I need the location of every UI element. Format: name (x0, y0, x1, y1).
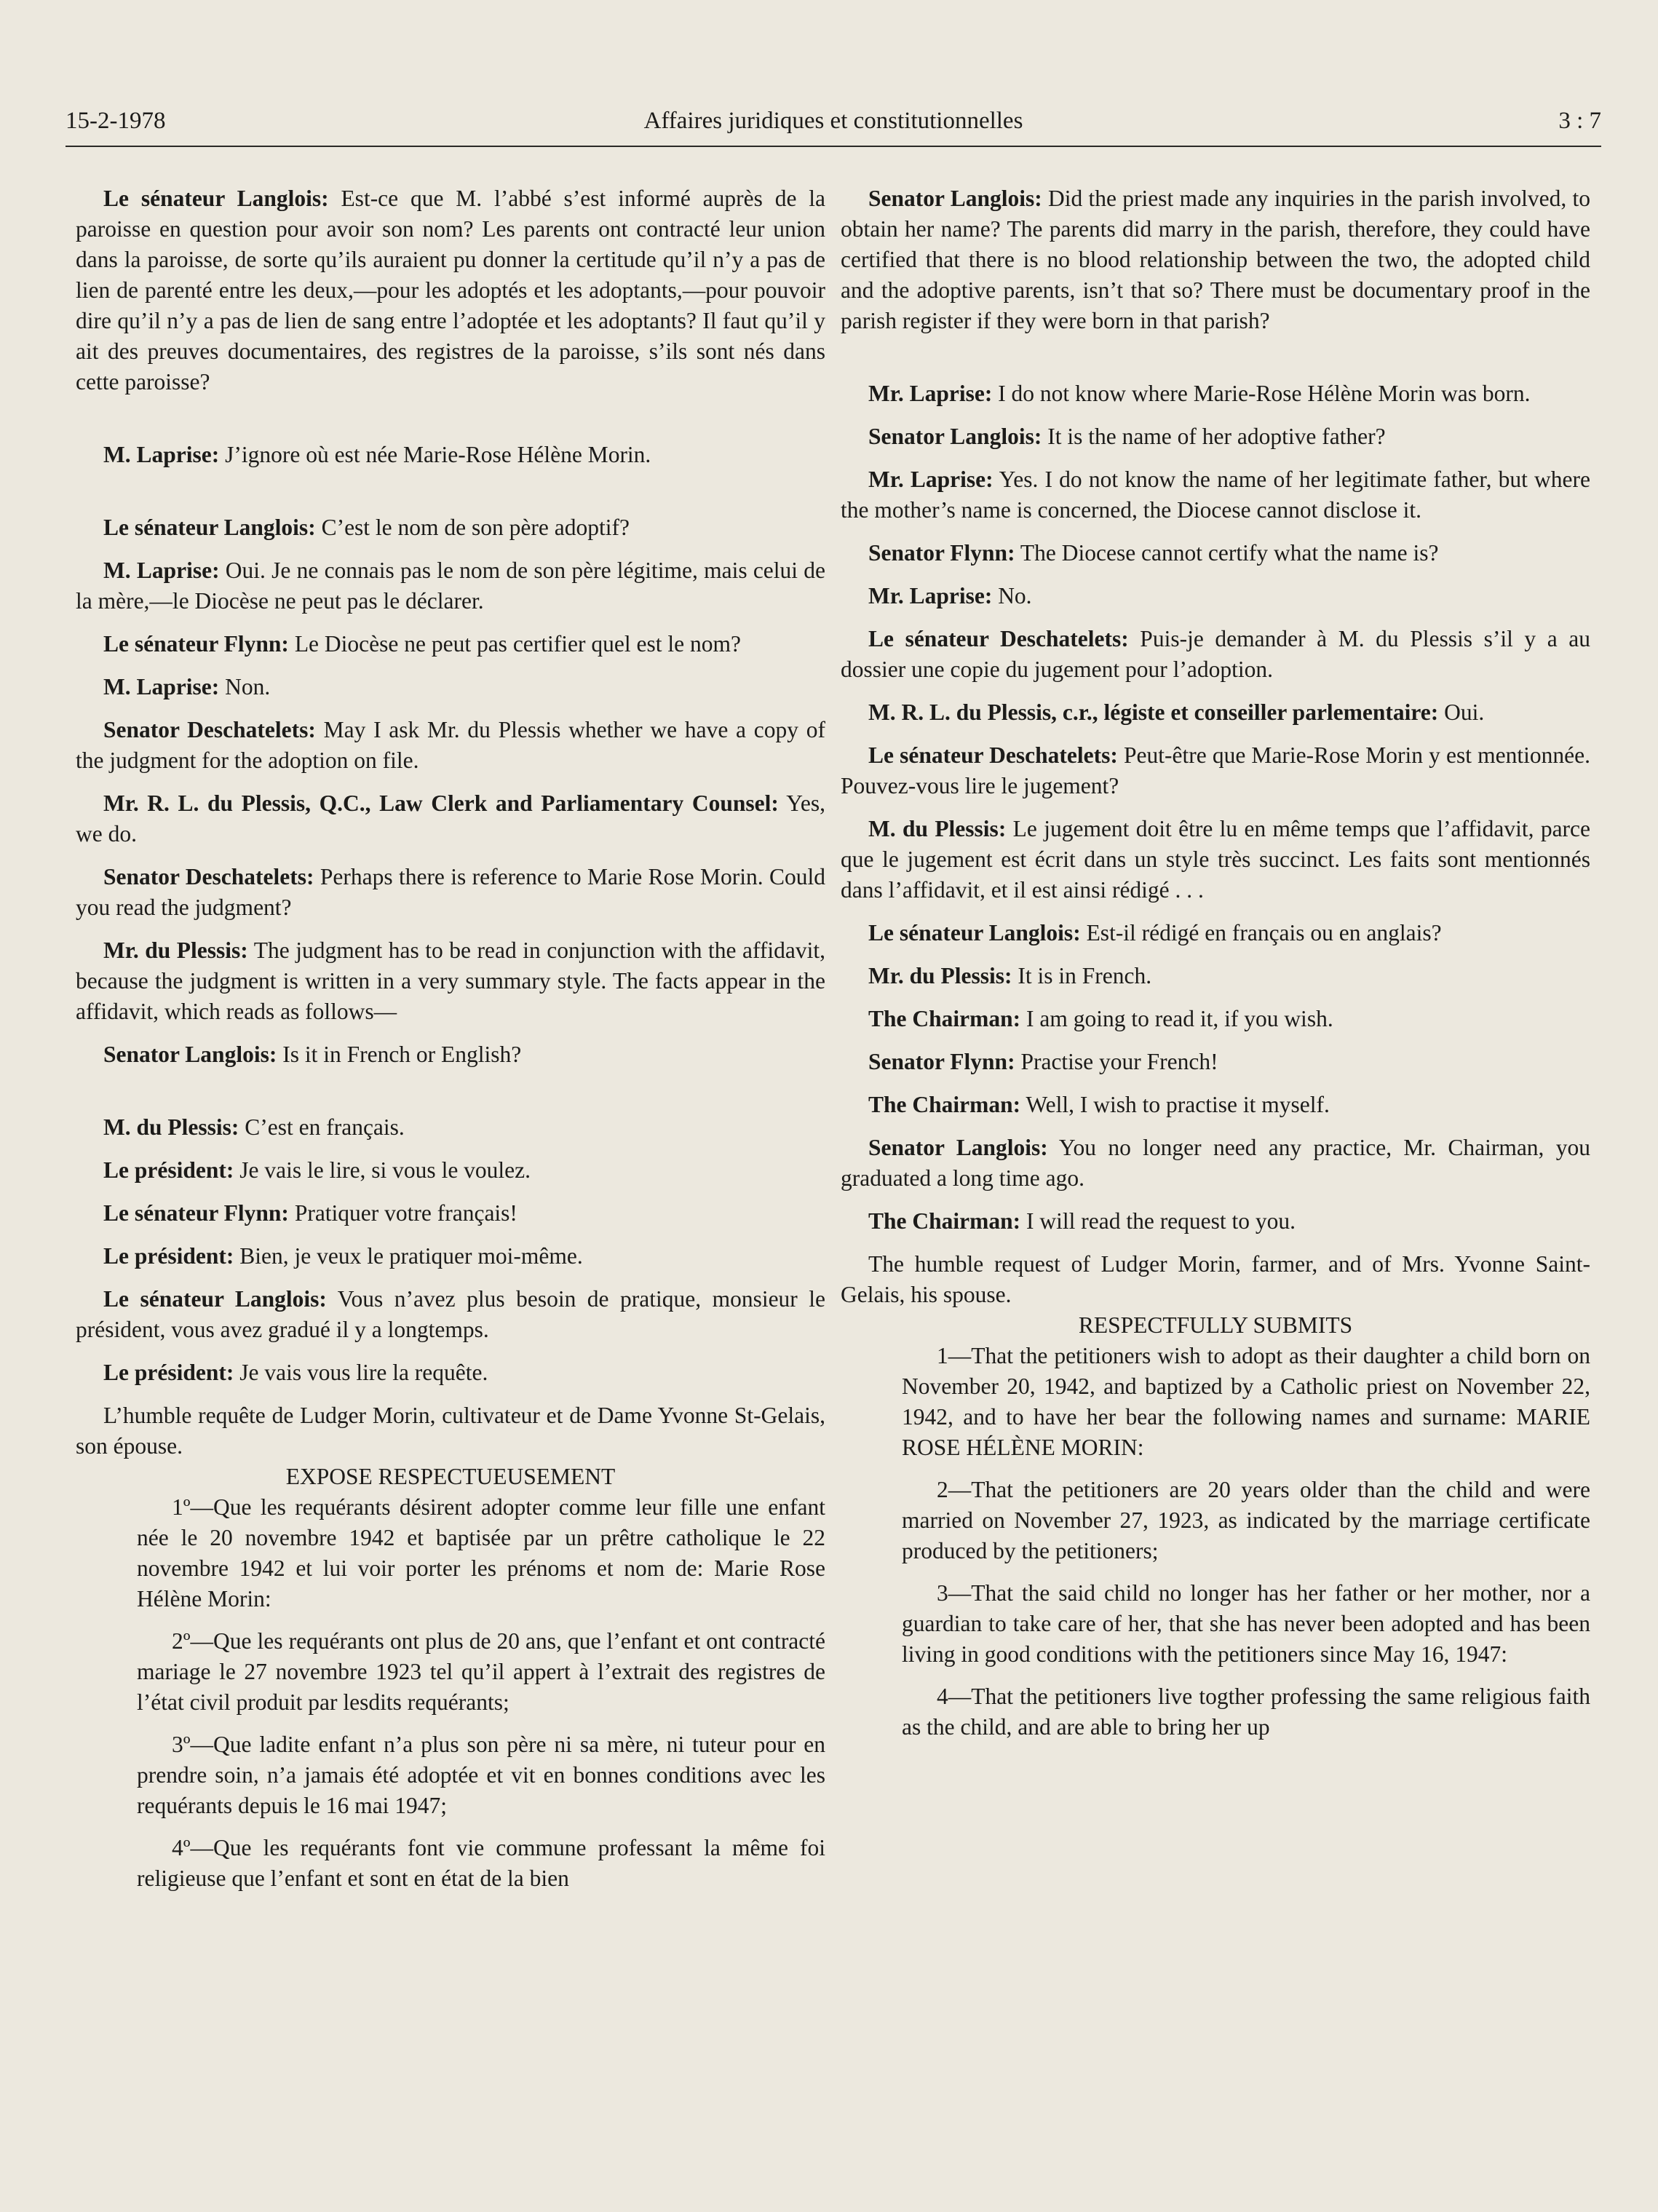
petition-item: 2º—Que les requérants ont plus de 20 ans, que l’enfant et ont contracté mariage le 27 novembre 1923 tel qu’il appert à l’extrait des registres de l’état civil produit par lesdits requérants; (137, 1628, 825, 1715)
speech-paragraph (841, 581, 1590, 611)
speech-text: Did the priest made any inquiries in the parish involved, to obtain her name? The parents did marry in the parish, therefore, they could have certified that there is no blood relationship between the two, the adopted child and the adoptive parents, isn’t that so? There must be documentary proof in the parish register if they were born in that parish? (841, 186, 1590, 333)
speech-text: Perhaps there is reference to Marie Rose Morin. Could you read the judgment? (76, 864, 826, 920)
speech-paragraph (76, 788, 825, 849)
speech-paragraph (76, 672, 825, 702)
petition-item: 1º—Que les requérants désirent adopter comme leur fille une enfant née le 20 novembre 1942 et baptisée par un prêtre catholique le 22 novembre 1942 et lui voir porter les prénoms et nom de: Marie Rose Hélène Morin: (137, 1494, 825, 1612)
speech-paragraph (841, 1206, 1590, 1237)
speech-paragraph (76, 935, 825, 1027)
speaker: M. R. L. du Plessis, c.r., légiste et conseiller parlementaire: (868, 699, 1439, 725)
petition-item: 2—That the petitioners are 20 years older than the child and were married on November 27, 1923, as indicated by the marriage certificate produced by the petitioners; (902, 1477, 1590, 1563)
speech-text: Oui. (1438, 699, 1485, 725)
speech-text: Non. (219, 674, 271, 699)
speech-paragraph (76, 1039, 825, 1070)
speaker: The Chairman: (868, 1092, 1021, 1117)
speech-paragraph (841, 814, 1590, 905)
right-column (841, 183, 1590, 1754)
speech-text: Pratiquer votre français! (288, 1200, 517, 1226)
speech-paragraph (841, 624, 1590, 685)
speaker: Senator Langlois: (868, 424, 1042, 449)
speech-text: Oui. Je ne connais pas le nom de son père légitime, mais celui de la mère,—le Diocèse ne peut pas le déclarer. (76, 558, 825, 614)
speaker: The Chairman: (868, 1208, 1021, 1234)
speaker: Senator Deschatelets: (103, 717, 316, 742)
speech-text: Well, I wish to practise it myself. (1020, 1092, 1330, 1117)
speaker: Senator Langlois: (868, 1135, 1048, 1160)
petition-intro: L’humble requête de Ludger Morin, cultivateur et de Dame Yvonne St-Gelais, son épouse. (76, 1403, 825, 1459)
speaker: Le sénateur Langlois: (868, 920, 1081, 946)
speech-paragraph (841, 183, 1590, 336)
speaker: Mr. Laprise: (868, 381, 993, 406)
speech-text: You no longer need any practice, Mr. Chairman, you graduated a long time ago. (841, 1135, 1590, 1191)
speaker: Senator Deschatelets: (103, 864, 314, 889)
speech-text: Est-il rédigé en français ou en anglais? (1080, 920, 1442, 946)
speaker: Mr. R. L. du Plessis, Q.C., Law Clerk and Parliamentary Counsel: (103, 790, 779, 816)
speech-text: No. (992, 583, 1032, 609)
speech-text: It is in French. (1012, 963, 1152, 988)
speech-paragraph (841, 961, 1590, 991)
speech-text: I am going to read it, if you wish. (1020, 1006, 1333, 1031)
speech-paragraph (841, 740, 1590, 801)
speaker: Mr. Laprise: (868, 583, 993, 609)
speaker: Le sénateur Flynn: (103, 1200, 289, 1226)
speaker: M. Laprise: (103, 674, 220, 699)
speech-text: I will read the request to you. (1020, 1208, 1296, 1234)
speech-paragraph (76, 1112, 825, 1143)
speaker: Le sénateur Langlois: (103, 515, 316, 540)
speech-paragraph (76, 1198, 825, 1229)
speech-text: Je vais vous lire la requête. (234, 1360, 488, 1385)
speech-paragraph (76, 629, 825, 659)
header-date: 15-2-1978 (66, 108, 166, 134)
speaker: Le sénateur Deschatelets: (868, 742, 1118, 768)
speaker: Mr. du Plessis: (868, 963, 1012, 988)
speech-text: Le jugement doit être lu en même temps que l’affidavit, parce que le jugement est écrit dans un style très succinct. Les faits sont mentionnés dans l’affidavit, et il est ainsi rédigé . . . (841, 816, 1590, 903)
speaker: Le sénateur Deschatelets: (868, 626, 1129, 651)
petition-item: 3—That the said child no longer has her father or her mother, nor a guardian to take care of her, that she has never been adopted and has been living in good conditions with the petitioners since May 16, 1947: (902, 1580, 1590, 1667)
speaker: Le président: (103, 1360, 234, 1385)
speaker: Le sénateur Flynn: (103, 631, 289, 657)
petition-heading: EXPOSE RESPECTUEUSEMENT (285, 1464, 616, 1489)
speech-paragraph (841, 918, 1590, 948)
speaker: Mr. du Plessis: (103, 937, 248, 963)
page-header (66, 108, 1601, 144)
speech-paragraph (76, 862, 825, 923)
speech-text: C’est en français. (239, 1114, 405, 1140)
speech-text: Bien, je veux le pratiquer moi-même. (234, 1243, 583, 1269)
speech-paragraph (76, 1357, 825, 1388)
speech-text: Peut-être que Marie-Rose Morin y est mentionnée. Pouvez-vous lire le jugement? (841, 742, 1590, 798)
speech-paragraph (76, 183, 825, 397)
speech-text: Je vais le lire, si vous le voulez. (234, 1157, 531, 1183)
speaker: Mr. Laprise: (868, 467, 993, 492)
speaker: The Chairman: (868, 1006, 1021, 1031)
speech-text: Le Diocèse ne peut pas certifier quel est le nom? (288, 631, 741, 657)
speech-paragraph (841, 1047, 1590, 1077)
petition-item: 1—That the petitioners wish to adopt as their daughter a child born on November 20, 1942, and baptized by a Catholic priest on November 22, 1942, and to have her bear the following names and surname: MARIE ROSE HÉLÈNE MORIN: (902, 1343, 1590, 1460)
speech-paragraph (76, 715, 825, 776)
speaker: Le sénateur Langlois: (103, 1286, 327, 1312)
speech-paragraph (76, 1284, 825, 1345)
speech-text: The judgment has to be read in conjunction with the affidavit, because the judgment is written in a very summary style. The facts appear in the affidavit, which reads as follows— (76, 937, 825, 1024)
petition-item: 4—That the petitioners live togther professing the same religious faith as the child, and are able to bring her up (902, 1684, 1590, 1740)
speaker: Senator Langlois: (868, 186, 1042, 211)
speech-paragraph (76, 1155, 825, 1186)
left-column (76, 183, 825, 1906)
header-rule (66, 146, 1601, 147)
speech-text: Puis-je demander à M. du Plessis s’il y a au dossier une copie du jugement pour l’adoption. (841, 626, 1590, 682)
speech-text: Is it in French or English? (277, 1042, 522, 1067)
speech-paragraph (76, 1241, 825, 1272)
page-number: 3 : 7 (1558, 108, 1601, 134)
speech-text: It is the name of her adoptive father? (1042, 424, 1386, 449)
speaker: Le sénateur Langlois: (103, 186, 329, 211)
speech-paragraph (841, 1090, 1590, 1120)
speaker: Le président: (103, 1157, 234, 1183)
speaker: M. du Plessis: (868, 816, 1007, 841)
petition-item: 3º—Que ladite enfant n’a plus son père ni sa mère, ni tuteur pour en prendre soin, n’a jamais été adoptée et vit en bonnes conditions avec les requérants depuis le 16 mai 1947; (137, 1732, 825, 1818)
speaker: Le président: (103, 1243, 234, 1269)
speaker: Senator Flynn: (868, 1049, 1015, 1074)
speech-paragraph (841, 1004, 1590, 1034)
speech-paragraph (841, 378, 1590, 409)
speech-text: Yes, we do. (76, 790, 825, 847)
speech-paragraph (841, 697, 1590, 728)
speech-paragraph (76, 440, 825, 470)
speech-text: Est-ce que M. l’abbé s’est informé auprès de la paroisse en question pour avoir son nom? Les parents ont contracté leur union dans la paroisse, de sorte qu’ils auraient pu donner la certitude qu’il n’y a pas de lien de parenté entre les deux,—pour les adoptés et les adoptants,—pour pouvoir dire qu’il n’y a pas de lien de sang entre l’adoptée et les adoptants? Il faut qu’il y ait des preuves documentaires, des registres de la paroisse, s’ils sont nés dans cette paroisse? (76, 186, 826, 395)
speaker: Senator Langlois: (103, 1042, 277, 1067)
speaker: M. du Plessis: (103, 1114, 239, 1140)
speech-paragraph (76, 512, 825, 543)
speech-text: Yes. I do not know the name of her legitimate father, but where the mother’s name is concerned, the Diocese cannot disclose it. (841, 467, 1590, 523)
speech-paragraph (841, 1133, 1590, 1194)
speech-paragraph (76, 555, 825, 617)
speech-text: May I ask Mr. du Plessis whether we have a copy of the judgment for the adoption on file. (76, 717, 825, 773)
petition-intro: The humble request of Ludger Morin, farmer, and of Mrs. Yvonne Saint-Gelais, his spouse. (841, 1251, 1590, 1307)
speech-text: The Diocese cannot certify what the name is? (1015, 540, 1439, 566)
speech-text: Vous n’avez plus besoin de pratique, monsieur le président, vous avez gradué il y a longtemps. (76, 1286, 826, 1342)
speaker: M. Laprise: (103, 442, 220, 467)
speech-text: Practise your French! (1015, 1049, 1218, 1074)
speech-paragraph (841, 464, 1590, 526)
speech-text: I do not know where Marie-Rose Hélène Morin was born. (992, 381, 1531, 406)
speech-paragraph (841, 421, 1590, 452)
petition-item: 4º—Que les requérants font vie commune professant la même foi religieuse que l’enfant et sont en état de la bien (137, 1835, 825, 1891)
header-title: Affaires juridiques et constitutionnelles (643, 108, 1023, 134)
speaker: Senator Flynn: (868, 540, 1015, 566)
speech-text: C’est le nom de son père adoptif? (315, 515, 630, 540)
speaker: M. Laprise: (103, 558, 220, 583)
petition-heading: RESPECTFULLY SUBMITS (1078, 1312, 1353, 1338)
speech-paragraph (841, 538, 1590, 568)
speech-text: J’ignore où est née Marie-Rose Hélène Morin. (219, 442, 651, 467)
